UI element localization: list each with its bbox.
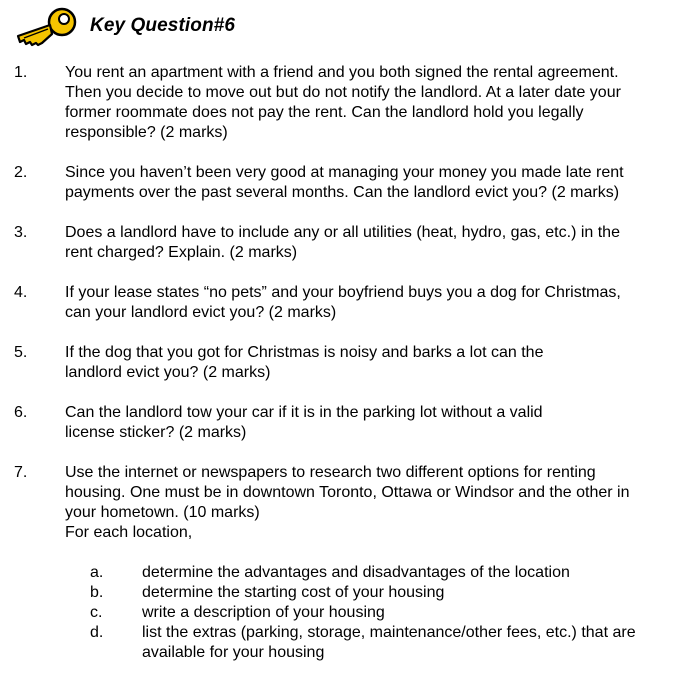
question-number: 4.: [14, 284, 28, 301]
question-number: 3.: [14, 224, 28, 241]
sub-question-item: [0, 583, 690, 603]
sub-question-letter: d.: [90, 624, 104, 641]
question-item: [0, 63, 690, 143]
sub-question-letter: c.: [90, 604, 103, 621]
question-item: [0, 463, 690, 663]
question-text: If the dog that you got for Christmas is noisy and barks a lot can the landlord evict you? (2 marks): [65, 344, 544, 381]
sub-question-letter: a.: [90, 564, 104, 581]
question-item: [0, 403, 690, 443]
sub-question-text: determine the advantages and disadvantages of the location: [142, 564, 570, 581]
page-title: Key Question#6: [90, 15, 236, 36]
sub-question-text: determine the starting cost of your housing: [142, 584, 445, 601]
question-number: 7.: [14, 464, 28, 481]
question-number: 5.: [14, 344, 28, 361]
question-text: Does a landlord have to include any or all utilities (heat, hydro, gas, etc.) in the rent charged? Explain. (2 marks): [65, 224, 620, 261]
question-text: Use the internet or newspapers to research two different options for renting housing. One must be in downtown Toronto, Ottawa or Windsor and the other in your hometown. (10 marks) For each location,: [65, 464, 630, 541]
question-list: [0, 63, 690, 683]
question-item: [0, 163, 690, 203]
question-text: If your lease states “no pets” and your boyfriend buys you a dog for Christmas, can your landlord evict you? (2 marks): [65, 284, 621, 321]
key-icon: [12, 4, 78, 48]
sub-question-item: [0, 563, 690, 583]
question-item: [0, 223, 690, 263]
question-text: You rent an apartment with a friend and you both signed the rental agreement. Then you decide to move out but do not notify the landlord. At a later date your former roommate does not pay the rent. Can the landlord hold you legally responsible? (2 marks): [65, 64, 621, 141]
sub-question-list: [0, 563, 690, 663]
sub-question-text: list the extras (parking, storage, maintenance/other fees, etc.) that are available for your housing: [142, 624, 636, 661]
sub-question-text: write a description of your housing: [142, 604, 385, 621]
question-item: [0, 343, 690, 383]
question-item: [0, 283, 690, 323]
sub-question-item: [0, 623, 690, 663]
question-number: 2.: [14, 164, 28, 181]
question-text: Since you haven’t been very good at managing your money you made late rent payments over the past several months. Can the landlord evict you? (2 marks): [65, 164, 624, 201]
sub-question-letter: b.: [90, 584, 104, 601]
sub-question-item: [0, 603, 690, 623]
question-number: 6.: [14, 404, 28, 421]
question-text: Can the landlord tow your car if it is in the parking lot without a valid license sticker? (2 marks): [65, 404, 543, 441]
question-number: 1.: [14, 64, 28, 81]
page-header: [12, 4, 235, 48]
